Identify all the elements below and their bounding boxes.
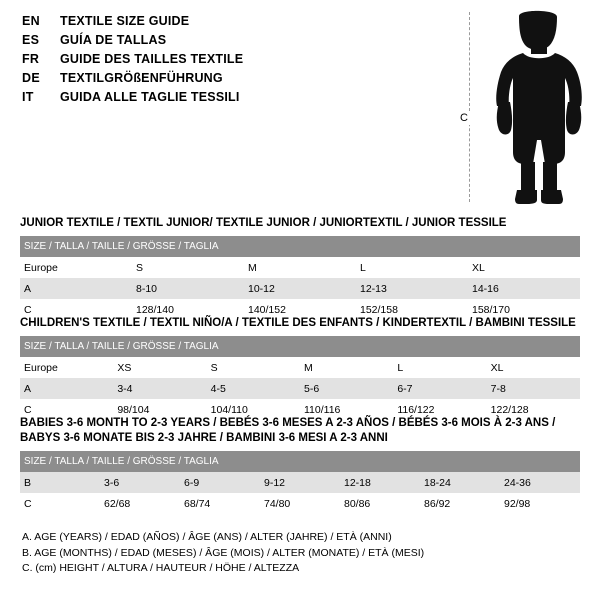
cell: 9-12 bbox=[260, 472, 340, 493]
cell: 6-7 bbox=[393, 378, 486, 399]
column-header: XL bbox=[468, 257, 580, 278]
section-title: JUNIOR TEXTILE / TEXTIL JUNIOR/ TEXTILE JUNIOR / JUNIORTEXTIL / JUNIOR TESSILE bbox=[20, 217, 507, 229]
cell: 68/74 bbox=[180, 493, 260, 514]
language-row bbox=[22, 33, 442, 52]
row-label: A bbox=[20, 278, 132, 299]
cell: 8-10 bbox=[132, 278, 244, 299]
table-row bbox=[20, 378, 580, 399]
cell: 74/80 bbox=[260, 493, 340, 514]
table-row bbox=[20, 278, 580, 299]
table-row bbox=[20, 357, 580, 378]
language-title: GUIDA ALLE TAGLIE TESSILI bbox=[60, 90, 240, 104]
column-header: M bbox=[244, 257, 356, 278]
legend-line: B. AGE (MONTHS) / EDAD (MESES) / ÂGE (MOIS) / ALTER (MONATE) / ETÀ (MESI) bbox=[22, 546, 425, 559]
legend-line: C. (cm) HEIGHT / ALTURA / HAUTEUR / HÖHE / ALTEZZA bbox=[22, 562, 300, 574]
legend bbox=[22, 530, 582, 577]
cell: 24-36 bbox=[500, 472, 580, 493]
language-code: ES bbox=[22, 33, 40, 47]
cell: 158/170 bbox=[468, 299, 580, 320]
language-code: DE bbox=[22, 71, 40, 85]
size-table bbox=[20, 236, 580, 320]
section-title: BABIES 3-6 MONTH TO 2-3 YEARS / BEBÉS 3-6 MESES A 2-3 AÑOS / BÉBÉS 3-6 MOIS À 2-3 ANS / BABYS 3-6 MONATE BIS 2-3 JAHRE / BAMBINI 3-6 MESI A 2-3 ANNI bbox=[20, 417, 556, 444]
cell: 14-16 bbox=[468, 278, 580, 299]
language-title-list bbox=[22, 14, 442, 109]
language-title: TEXTILGRÖßENFÜHRUNG bbox=[60, 71, 223, 85]
cell: 10-12 bbox=[244, 278, 356, 299]
language-code: IT bbox=[22, 90, 34, 104]
cell: 122/128 bbox=[487, 399, 580, 420]
cell: 140/152 bbox=[244, 299, 356, 320]
section-childrens-textile bbox=[20, 316, 580, 420]
table-header-row bbox=[20, 236, 580, 257]
cell: 80/86 bbox=[340, 493, 420, 514]
table-header-label: SIZE / TALLA / TAILLE / GRÖSSE / TAGLIA bbox=[20, 451, 580, 472]
cell: 128/140 bbox=[132, 299, 244, 320]
cell: 116/122 bbox=[393, 399, 486, 420]
row-label: Europe bbox=[20, 357, 113, 378]
cell: 12-18 bbox=[340, 472, 420, 493]
column-header: S bbox=[132, 257, 244, 278]
cell: 110/116 bbox=[300, 399, 393, 420]
section-babies-textile bbox=[20, 416, 580, 514]
table-row bbox=[20, 257, 580, 278]
table-row bbox=[20, 472, 580, 493]
language-row bbox=[22, 52, 442, 71]
language-row bbox=[22, 71, 442, 90]
cell: 18-24 bbox=[420, 472, 500, 493]
size-table bbox=[20, 336, 580, 420]
height-guide-line bbox=[469, 12, 470, 202]
cell: 92/98 bbox=[500, 493, 580, 514]
cell: 3-6 bbox=[100, 472, 180, 493]
table-header-label: SIZE / TALLA / TAILLE / GRÖSSE / TAGLIA bbox=[20, 336, 580, 357]
size-table bbox=[20, 451, 580, 514]
row-label: A bbox=[20, 378, 113, 399]
cell: 12-13 bbox=[356, 278, 468, 299]
row-label: C bbox=[20, 299, 132, 320]
cell: 86/92 bbox=[420, 493, 500, 514]
language-code: FR bbox=[22, 52, 40, 66]
cell: 7-8 bbox=[487, 378, 580, 399]
cell: 4-5 bbox=[207, 378, 300, 399]
section-title: CHILDREN'S TEXTILE / TEXTIL NIÑO/A / TEXTILE DES ENFANTS / KINDERTEXTIL / BAMBINI TESSILE bbox=[20, 317, 576, 329]
height-measure-label: C bbox=[460, 112, 468, 124]
language-title: GUÍA DE TALLAS bbox=[60, 33, 167, 47]
section-junior-textile bbox=[20, 216, 580, 320]
cell: 5-6 bbox=[300, 378, 393, 399]
legend-line: A. AGE (YEARS) / EDAD (AÑOS) / ÂGE (ANS) / ALTER (JAHRE) / ETÀ (ANNI) bbox=[22, 531, 392, 543]
row-label: B bbox=[20, 472, 100, 493]
cell: 104/110 bbox=[207, 399, 300, 420]
language-title: GUIDE DES TAILLES TEXTILE bbox=[60, 52, 244, 66]
column-header: XS bbox=[113, 357, 206, 378]
row-label: C bbox=[20, 399, 113, 420]
language-row bbox=[22, 90, 442, 109]
measurement-figure bbox=[455, 6, 595, 206]
cell: 98/104 bbox=[113, 399, 206, 420]
column-header: XL bbox=[487, 357, 580, 378]
table-header-row bbox=[20, 336, 580, 357]
row-label: Europe bbox=[20, 257, 132, 278]
language-code: EN bbox=[22, 14, 40, 28]
column-header: L bbox=[356, 257, 468, 278]
column-header: S bbox=[207, 357, 300, 378]
row-label: C bbox=[20, 493, 100, 514]
language-title: TEXTILE SIZE GUIDE bbox=[60, 14, 190, 28]
cell: 3-4 bbox=[113, 378, 206, 399]
column-header: M bbox=[300, 357, 393, 378]
table-header-row bbox=[20, 451, 580, 472]
table-row bbox=[20, 493, 580, 514]
cell: 152/158 bbox=[356, 299, 468, 320]
cell: 62/68 bbox=[100, 493, 180, 514]
child-silhouette-icon bbox=[483, 10, 593, 206]
column-header: L bbox=[393, 357, 486, 378]
cell: 6-9 bbox=[180, 472, 260, 493]
table-header-label: SIZE / TALLA / TAILLE / GRÖSSE / TAGLIA bbox=[20, 236, 580, 257]
language-row bbox=[22, 14, 442, 33]
